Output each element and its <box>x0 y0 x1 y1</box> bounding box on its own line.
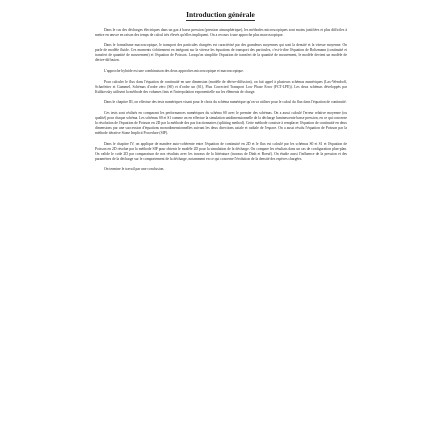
paragraph: Dans le cas des décharges électriques dans un gaz à basse pression (pression atmosphérique), les méthodes microscopiques sont moins justifiées et plus difficiles à mettre en œuvre en raison des temps de calcul très élevés qu'elles impliquent. On a recours à une approche plus macroscopique. <box>95 28 347 38</box>
paragraph: Dans le chapitre III, on effectue des tests numériques visant pour le choix du schéma numérique qu'on va utiliser pour le calcul du flux dans l'équation de continuité. <box>104 99 347 104</box>
page-title: Introduction générale <box>186 10 255 19</box>
paragraph: Dans le chapitre IV, on applique de manière auto-cohérente entre l'équation de continuité en 2D et le flux est calculé par les schémas S0 et S1 et l'équation de Poisson en 2D résolue par la méthode SIP pour obtenir le modèle 2D pour la simulation de la décharge. On compare les résultats dans un cas de configuration plan-plan. On valide le code 2D par comparaison de nos résultats avec les travaux de la littérature (travaux de Dinh et Boeuf). On étudie aussi l'influence de la pression et des paramètres de la décharge sur le comportement de la décharge, notamment en ce qui concerne l'évolution de la densité des espèces chargées. <box>95 141 347 161</box>
paragraph: On termine le travail par une conclusion. <box>104 166 165 171</box>
paragraph: L'approche hybride est une combinaison des deux approches microscopique et macroscopique. <box>104 68 244 73</box>
document-body <box>95 28 347 433</box>
paragraph: Pour calculer le flux dans l'équation de continuité en une dimension (modèle de dérive-diffusion), on fait appel à plusieurs schémas numériques (Lax-Wendroff, Scharfetter et Gummel, Schémas d'ordre zéro (S0) et d'ordre un (S1), Flux Corrected Transport Low Phase Error (FCT-LPE)). Les deux schémas développés par Kulikovsky utilisent la méthode des volumes finis et l'interpolation exponentielle sur les éléments de charge. <box>95 79 347 94</box>
page-header <box>0 4 441 22</box>
paragraph: Dans le formalisme macroscopique, le transport des particules chargées est caractérisé par des grandeurs moyennes qui sont la densité et la vitesse moyenne. On parle de modèle fluide. Ces moments s'obtiennent en intégrant sur la vitesse les équations de transport des particules, c'est-à-dire l'équation de Boltzmann (continuité et transfert de quantité de mouvement) et l'équation de Poisson. Lorsqu'on simplifie l'équation de transfert de la quantité de mouvement, le modèle devient un modèle de dérive-diffusion. <box>95 43 347 63</box>
paragraph: Ces tests sont réalisés en comparant les performances numériques du schéma S0 avec le premier des schémas. On a aussi calculé l'erreur relative moyenne (ou qualité) pour chaque schéma. Les schémas S0 et S1 comme on en effectue la simulation unidimensionnelle de la décharge luminescente basse pression, en ce qui concerne la résolution de l'équation de Poisson en 2D par la méthode des pas fractionnaires (splitting method). Cette méthode consiste à remplacer l'équation de continuité en deux dimensions par une succession d'équations monodimensionnelles suivant les deux directions axiale et radiale de l'espace. On a aussi résolu l'équation de Poisson par la méthode itérative Stone Implicit Procedure (SIP). <box>95 111 347 136</box>
